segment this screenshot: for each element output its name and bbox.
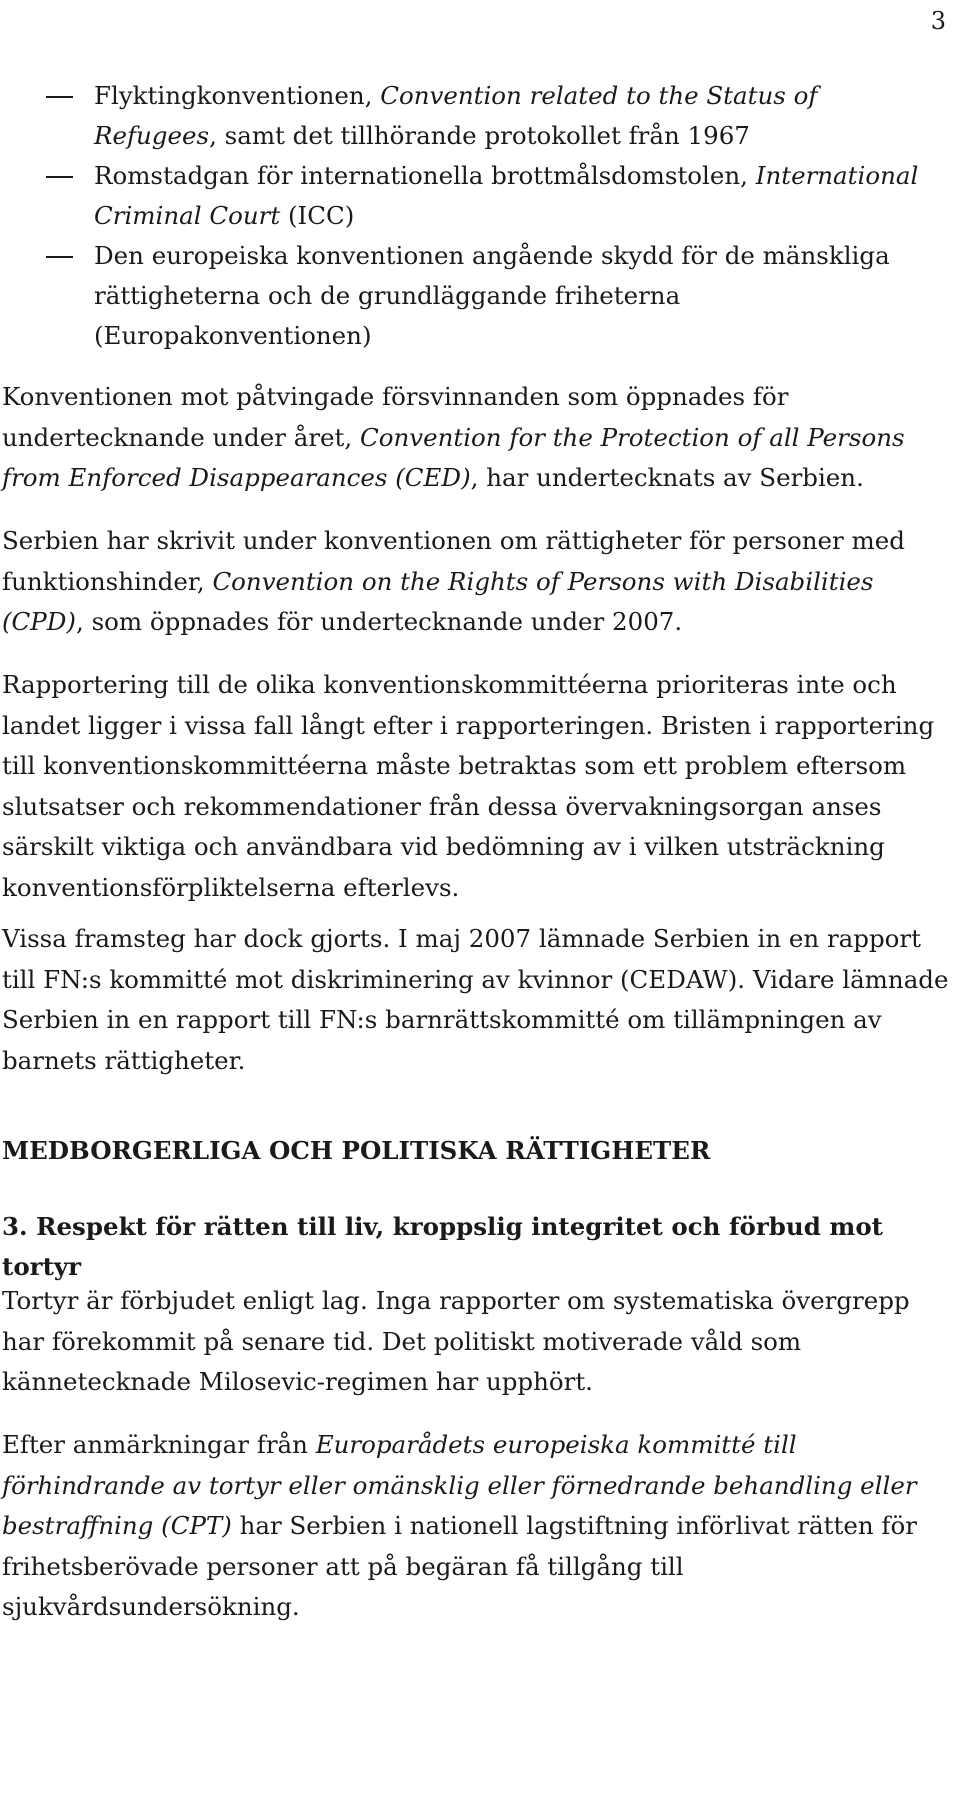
paragraph-text: Serbien har skrivit under konventionen om rättigheter för personer med funktionshinder, bbox=[2, 526, 905, 596]
paragraph-torture: Tortyr är förbjudet enligt lag. Inga rapporter om systematiska övergrepp har förekommit på senare tid. Det politiskt motiverade våld som kännetecknade Milosevic-regimen har upphört. bbox=[2, 1286, 910, 1396]
section-heading: MEDBORGERLIGA OCH POLITISKA RÄTTIGHETER bbox=[2, 1136, 711, 1165]
page-number: 3 bbox=[930, 7, 946, 35]
list-item-text-end: (ICC) bbox=[280, 201, 355, 230]
paragraph-text-end: , som öppnades för undertecknande under 2007. bbox=[76, 607, 683, 636]
subsection-heading: 3. Respekt för rätten till liv, kroppslig integritet och förbud mot tortyr bbox=[2, 1212, 883, 1281]
paragraph-reporting: Rapportering till de olika konventionskommittéerna prioriteras inte och landet ligger i vissa fall långt efter i rapporteringen. Bristen i rapportering till konventionskommittéerna måste betraktas som ett problem eftersom slutsatser och rekommendationer från dessa övervakningsorgan anses särskilt viktiga och användbara vid bedömning av i vilken utsträckning konventionsförpliktelserna efterlevs. bbox=[2, 670, 935, 902]
convention-list bbox=[46, 76, 941, 356]
paragraph-text-end: , har undertecknats av Serbien. bbox=[470, 463, 864, 492]
paragraph-text: Konventionen mot påtvingade försvinnanden som öppnades för undertecknande under året, bbox=[2, 382, 789, 452]
list-item bbox=[46, 76, 941, 156]
list-item bbox=[46, 156, 941, 236]
paragraph-text-end: har Serbien i nationell lagstiftning införlivat rätten för frihetsberövade personer att på begäran få tillgång till sjukvårdsundersökning. bbox=[2, 1511, 917, 1621]
list-item-text-end: , samt det tillhörande protokollet från 1967 bbox=[209, 121, 750, 150]
paragraph-progress: Vissa framsteg har dock gjorts. I maj 2007 lämnade Serbien in en rapport till FN:s kommitté mot diskriminering av kvinnor (CEDAW). Vidare lämnade Serbien in en rapport till FN:s barnrättskommitté om tillämpningen av barnets rättigheter. bbox=[2, 924, 949, 1075]
paragraph-italic: Europarådets europeiska kommitté till förhindrande av tortyr eller omänsklig eller förnedrande behandling eller bestraffning (CPT) bbox=[2, 1430, 917, 1540]
dash-bullet-icon bbox=[46, 176, 73, 178]
paragraph-text: Efter anmärkningar från bbox=[2, 1430, 316, 1459]
paragraph-italic: Convention on the Rights of Persons with Disabilities (CPD) bbox=[2, 566, 874, 636]
paragraph-cpd bbox=[2, 521, 952, 643]
list-item bbox=[46, 236, 941, 356]
paragraph-ced bbox=[2, 377, 952, 499]
list-item-italic: Convention related to the Status of Refugees bbox=[94, 81, 818, 150]
dash-bullet-icon bbox=[46, 96, 73, 98]
list-item-text: Den europeiska konventionen angående skydd för de mänskliga rättigheterna och de grundläggande friheterna (Europakonventionen) bbox=[94, 241, 890, 350]
paragraph-italic: Convention for the Protection of all Persons from Enforced Disappearances (CED) bbox=[2, 422, 905, 492]
list-item-text: Flyktingkonventionen, bbox=[94, 81, 381, 110]
dash-bullet-icon bbox=[46, 256, 73, 258]
list-item-text: Romstadgan för internationella brottmålsdomstolen, bbox=[94, 161, 756, 190]
paragraph-cpt bbox=[2, 1425, 952, 1628]
list-item-italic: International Criminal Court bbox=[94, 161, 919, 230]
